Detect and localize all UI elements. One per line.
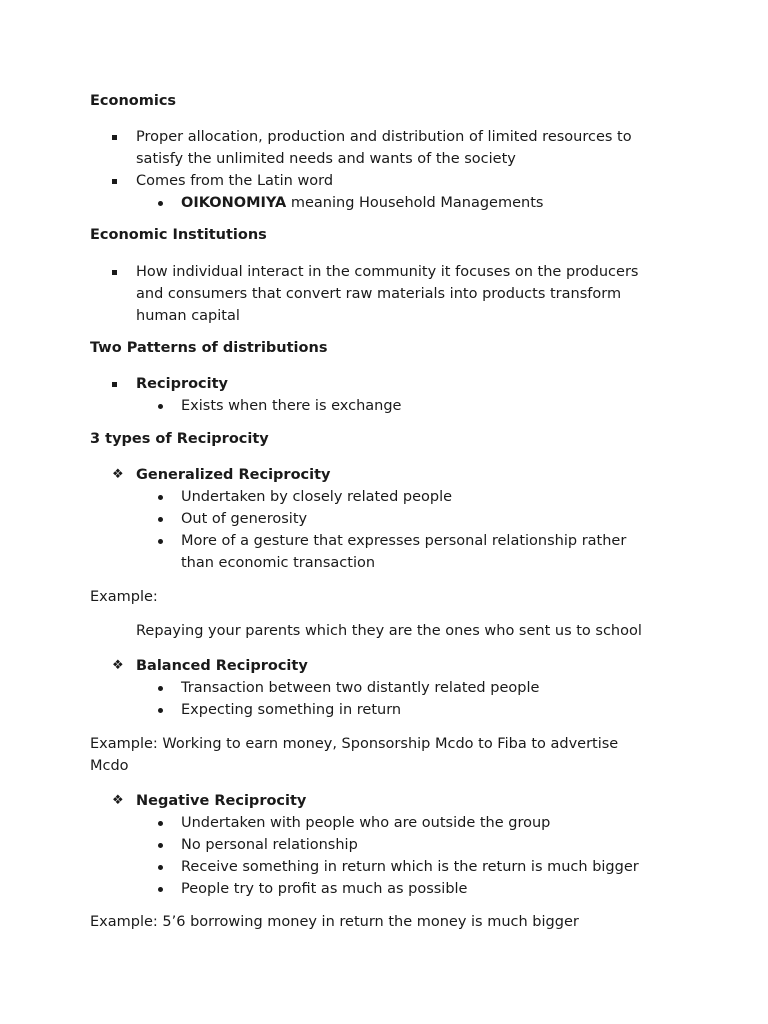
example-text: Repaying your parents which they are the ones who sent us to school bbox=[136, 623, 642, 639]
list-item bbox=[181, 856, 681, 878]
heading-three-types: 3 types of Reciprocity bbox=[90, 431, 269, 447]
example-balanced-line1: Example: Working to earn money, Sponsorship Mcdo to Fiba to advertise bbox=[90, 736, 619, 752]
list-item bbox=[181, 395, 681, 417]
list-item bbox=[181, 530, 661, 574]
list-item-text: More of a gesture that expresses personal relationship rather than economic transaction bbox=[181, 533, 627, 571]
list-item bbox=[136, 373, 676, 395]
list-item-text: Generalized Reciprocity bbox=[136, 467, 331, 483]
subheading-balanced bbox=[112, 655, 676, 677]
round-bullet-icon bbox=[158, 395, 163, 417]
round-bullet-icon bbox=[158, 486, 163, 508]
list-item-text: Reciprocity bbox=[136, 376, 229, 392]
list-item-text: Proper allocation, production and distribution of limited resources to satisfy the unlimited needs and wants of the society bbox=[136, 129, 632, 167]
list-item-text: Receive something in return which is the return is much bigger bbox=[181, 859, 639, 875]
list-item-text: How individual interact in the community it focuses on the producers and consumers that convert raw materials into products transform human capital bbox=[136, 264, 639, 324]
four-diamond-bullet-icon: ❖ bbox=[112, 793, 124, 808]
subheading-generalized bbox=[112, 464, 676, 486]
list-item-text: People try to profit as much as possible bbox=[181, 881, 468, 897]
list-item bbox=[181, 699, 681, 721]
list-item bbox=[181, 878, 681, 900]
list-item-text: Comes from the Latin word bbox=[136, 173, 334, 189]
list-item-text: Expecting something in return bbox=[181, 702, 402, 718]
list-item bbox=[181, 834, 681, 856]
list-item-text: meaning Household Managements bbox=[286, 195, 544, 211]
round-bullet-icon bbox=[158, 856, 163, 878]
round-bullet-icon bbox=[158, 812, 163, 834]
round-bullet-icon bbox=[158, 878, 163, 900]
list-item-text: Transaction between two distantly related people bbox=[181, 680, 540, 696]
round-bullet-icon bbox=[158, 834, 163, 856]
term-oikonomiya: OIKONOMIYA bbox=[181, 195, 287, 211]
heading-two-patterns: Two Patterns of distributions bbox=[90, 340, 328, 356]
list-item-text: Out of generosity bbox=[181, 511, 308, 527]
four-diamond-bullet-icon: ❖ bbox=[112, 658, 124, 673]
list-item bbox=[181, 486, 681, 508]
example-negative: Example: 5’6 borrowing money in return the money is much bigger bbox=[90, 914, 579, 930]
square-bullet-icon bbox=[112, 170, 117, 192]
list-item bbox=[181, 192, 681, 214]
list-item bbox=[136, 170, 676, 192]
square-bullet-icon bbox=[112, 261, 117, 283]
heading-economics: Economics bbox=[90, 93, 177, 109]
list-item-text: Balanced Reciprocity bbox=[136, 658, 308, 674]
list-item-text: No personal relationship bbox=[181, 837, 358, 853]
list-item-text: Negative Reciprocity bbox=[136, 793, 307, 809]
list-item bbox=[181, 508, 681, 530]
list-item-text: Undertaken with people who are outside the group bbox=[181, 815, 551, 831]
round-bullet-icon bbox=[158, 508, 163, 530]
square-bullet-icon bbox=[112, 373, 117, 395]
round-bullet-icon bbox=[158, 699, 163, 721]
example-label: Example: bbox=[90, 589, 158, 605]
list-item-text: Exists when there is exchange bbox=[181, 398, 402, 414]
subheading-negative bbox=[112, 790, 676, 812]
example-balanced-line2: Mcdo bbox=[90, 758, 129, 774]
round-bullet-icon bbox=[158, 192, 163, 214]
list-item bbox=[136, 261, 646, 327]
list-item bbox=[181, 812, 681, 834]
four-diamond-bullet-icon: ❖ bbox=[112, 467, 124, 482]
round-bullet-icon bbox=[158, 677, 163, 699]
list-item bbox=[136, 126, 676, 170]
list-item-text: Undertaken by closely related people bbox=[181, 489, 453, 505]
heading-economic-institutions: Economic Institutions bbox=[90, 227, 267, 243]
round-bullet-icon bbox=[158, 530, 163, 552]
square-bullet-icon bbox=[112, 126, 117, 148]
list-item bbox=[181, 677, 681, 699]
